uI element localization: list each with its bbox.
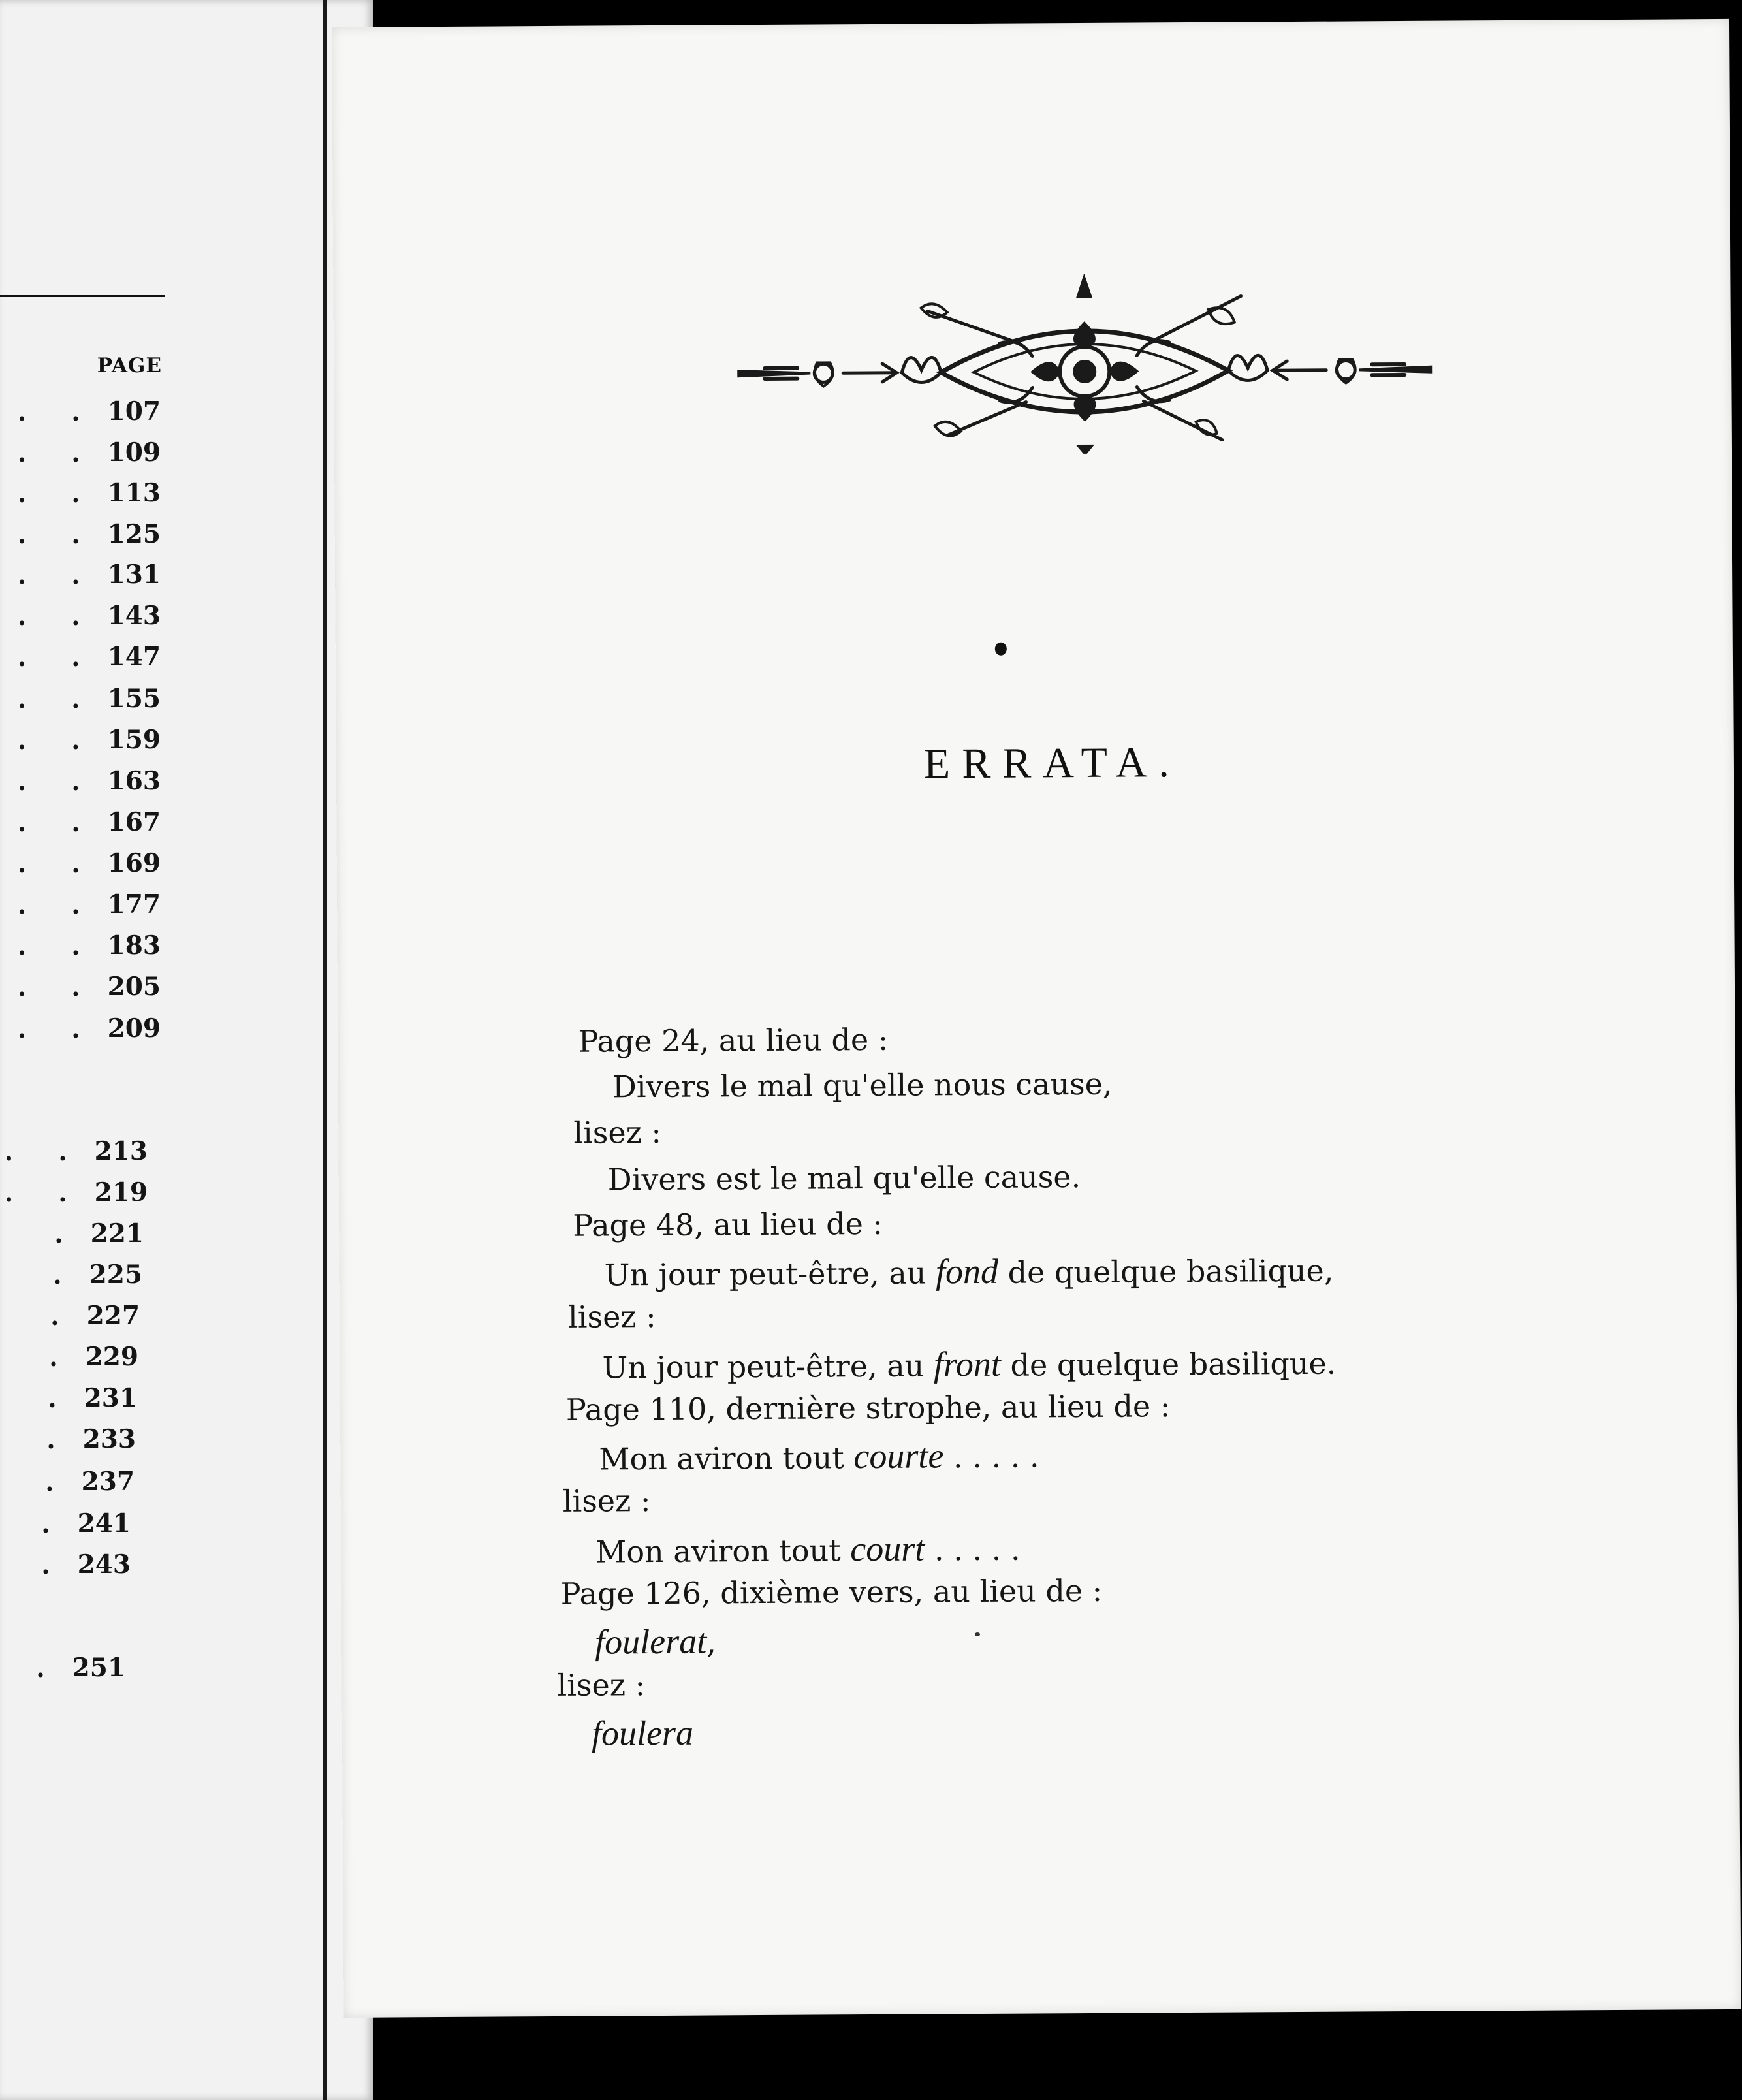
toc-page-number: 169	[107, 848, 161, 878]
toc-entry	[0, 803, 161, 842]
errata-line: Mon aviron tout court . . . . .	[595, 1529, 1021, 1570]
toc-page-number: 177	[107, 889, 161, 919]
toc-page-number: 237	[81, 1467, 135, 1497]
toc-dots: . .	[17, 1013, 99, 1043]
toc-entry	[0, 1255, 142, 1294]
toc-dots: . .	[17, 601, 99, 631]
toc-dots: . .	[17, 725, 99, 755]
toc-entry	[0, 1545, 131, 1584]
toc-page-number: 213	[94, 1136, 148, 1166]
toc-entry	[0, 1173, 148, 1212]
toc-dots: . .	[17, 848, 99, 878]
toc-page-number: 231	[84, 1383, 137, 1413]
toc-entry	[0, 1504, 131, 1543]
toc-entry	[0, 926, 161, 965]
errata-line: foulerat,	[594, 1621, 716, 1662]
toc-entry	[0, 473, 161, 513]
toc-dots: .	[48, 1383, 75, 1413]
gutter-line	[323, 0, 327, 2100]
ink-speck	[975, 1632, 980, 1636]
toc-page-number: 243	[77, 1550, 131, 1580]
errata-line: Page 24, au lieu de :	[578, 1021, 889, 1059]
toc-entry	[0, 761, 161, 801]
errata-line: lisez :	[562, 1483, 651, 1519]
toc-dots: .	[54, 1218, 82, 1249]
errata-line: Un jour peut-être, au front de quelque basilique.	[602, 1344, 1337, 1386]
ornament-flourish-icon	[725, 269, 1444, 456]
toc-page-number: 209	[107, 1013, 161, 1043]
toc-page-number: 205	[107, 972, 161, 1002]
toc-page-header: PAGE	[97, 354, 162, 377]
toc-dots: .	[53, 1260, 80, 1290]
toc-entry	[0, 596, 161, 635]
toc-dots: . .	[17, 560, 99, 590]
toc-page-number: 221	[90, 1218, 144, 1249]
page-title: ERRATA.	[923, 739, 1182, 788]
errata-line: lisez :	[567, 1299, 656, 1335]
toc-page-number: 167	[107, 807, 161, 837]
toc-page-number: 241	[77, 1508, 131, 1538]
toc-entry	[0, 844, 161, 883]
toc-page-number: 251	[72, 1653, 125, 1683]
toc-dots: . .	[17, 931, 99, 961]
toc-rule	[0, 295, 165, 297]
toc-page-number: 143	[107, 601, 161, 631]
toc-page-number: 183	[107, 931, 161, 961]
ink-speck	[995, 643, 1007, 656]
toc-page-number: 233	[82, 1424, 136, 1454]
right-page	[332, 19, 1741, 2018]
toc-page-number: 107	[107, 396, 161, 426]
errata-line: Page 48, au lieu de :	[573, 1205, 883, 1243]
errata-line: foulera	[591, 1713, 694, 1753]
toc-entry	[0, 720, 161, 759]
toc-dots: . .	[17, 766, 99, 796]
toc-page-number: 113	[107, 478, 161, 508]
toc-entry	[0, 637, 161, 676]
errata-line: Page 126, dixième vers, au lieu de :	[560, 1572, 1103, 1612]
toc-dots: .	[46, 1424, 74, 1454]
toc-dots: . .	[17, 972, 99, 1002]
toc-page-number: 131	[107, 560, 161, 590]
toc-page-number: 125	[107, 519, 161, 549]
toc-page-number: 229	[85, 1342, 138, 1372]
toc-page-number: 147	[107, 642, 161, 672]
toc-dots: .	[49, 1342, 76, 1372]
toc-page-number: 227	[86, 1301, 140, 1331]
toc-entry	[0, 885, 161, 924]
left-page	[0, 0, 373, 2100]
toc-dots: . .	[17, 438, 99, 468]
toc-dots: . .	[4, 1136, 86, 1166]
errata-line: Page 110, dernière strophe, au lieu de :	[565, 1388, 1171, 1427]
toc-dots: .	[45, 1467, 72, 1497]
toc-dots: .	[50, 1301, 78, 1331]
toc-page-number: 109	[107, 438, 161, 468]
errata-line: lisez :	[573, 1114, 662, 1151]
toc-entry	[0, 1337, 138, 1376]
errata-line: Divers le mal qu'elle nous cause,	[612, 1066, 1113, 1105]
toc-dots: . .	[17, 478, 99, 508]
toc-entry	[0, 1648, 125, 1687]
toc-entry	[0, 1462, 135, 1501]
toc-page-number: 155	[107, 684, 161, 714]
toc-dots: . .	[17, 807, 99, 837]
toc-entry	[0, 392, 161, 431]
toc-entry	[0, 1132, 148, 1171]
toc-dots: . .	[17, 889, 99, 919]
toc-entry	[0, 1009, 161, 1048]
toc-entry	[0, 555, 161, 594]
toc-page-number: 225	[89, 1260, 142, 1290]
toc-entry	[0, 515, 161, 554]
toc-entry	[0, 1420, 136, 1459]
toc-entry	[0, 1296, 140, 1335]
toc-dots: . .	[17, 519, 99, 549]
toc-dots: . .	[17, 684, 99, 714]
toc-dots: . .	[17, 642, 99, 672]
errata-line: Mon aviron tout courte . . . . .	[599, 1436, 1039, 1477]
errata-list	[557, 1018, 1549, 1753]
errata-line: Un jour peut-être, au fond de quelque basilique,	[604, 1251, 1334, 1293]
toc-entry	[0, 679, 161, 718]
errata-line: Divers est le mal qu'elle cause.	[607, 1159, 1081, 1198]
toc-dots: . .	[17, 396, 99, 426]
toc-dots: .	[36, 1653, 63, 1683]
toc-entry	[0, 967, 161, 1006]
toc-entry	[0, 1214, 144, 1253]
toc-page-number: 159	[107, 725, 161, 755]
toc-dots: .	[41, 1550, 69, 1580]
toc-page-number: 163	[107, 766, 161, 796]
errata-line: lisez :	[557, 1667, 646, 1703]
toc-entry	[0, 1378, 137, 1418]
toc-dots: . .	[4, 1177, 86, 1207]
toc-dots: .	[41, 1508, 69, 1538]
toc-page-number: 219	[94, 1177, 148, 1207]
toc-entry	[0, 433, 161, 472]
